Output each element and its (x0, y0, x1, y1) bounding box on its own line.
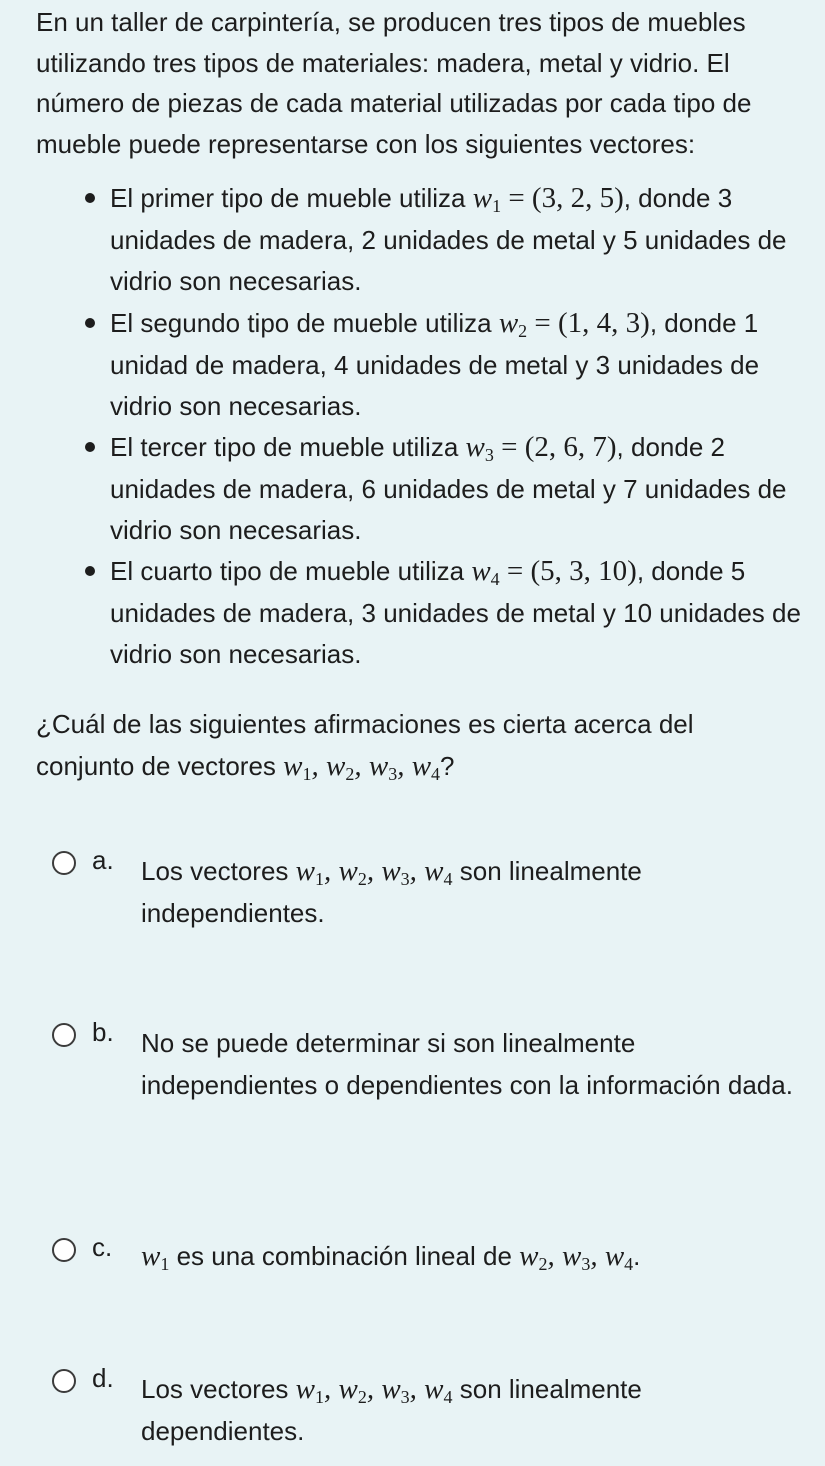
bullet-icon (85, 566, 95, 576)
option-a-text: Los vectores $w_1$, $w_2$, $w_3$, $w_4$ son linealmente independientes. (141, 855, 642, 928)
vector-item-w1 (110, 178, 822, 303)
radio-a[interactable] (52, 851, 76, 875)
option-letter: a. (92, 845, 114, 875)
option-b-text: No se puede determinar si son linealmente independientes o dependientes con la información dada. (141, 1028, 793, 1100)
bullet-text: El segundo tipo de mueble utiliza (110, 308, 499, 338)
bullet-description: , donde 1 unidad de madera, 4 unidades de metal y 3 unidades de vidrio son necesarias. (110, 308, 760, 421)
radio-d[interactable] (52, 1369, 76, 1393)
vector-set: $w_1$, $w_2$, $w_3$, $w_4$ (283, 749, 441, 784)
bullet-description: , donde 2 unidades de madera, 6 unidades de metal y 7 unidades de vidrio son necesarias. (110, 432, 787, 545)
vector-w1-equation: $w_1 = (3$, 2, 5) (472, 182, 624, 216)
vector-item-w2 (110, 303, 822, 428)
problem-statement: En un taller de carpintería, se producen tres tipos de muebles utilizando tres tipos de materiales: madera, metal y vidrio. El número de piezas de cada material utilizadas por cada tipo de mueble puede representarse con los siguientes vectores: (36, 7, 752, 159)
vector-w3-equation: $w_3 = (2$, 6, 7) (465, 431, 617, 465)
vector-w4-equation: $w_4 = (5$, 3, 10) (471, 555, 637, 589)
option-d-text: Los vectores $w_1$, $w_2$, $w_3$, $w_4$ son linealmente dependientes. (141, 1373, 642, 1446)
option-c-text: $w_1$ es una combinación lineal de $w_2$, $w_3$, $w_4$. (141, 1240, 641, 1274)
bullet-text: El cuarto tipo de mueble utiliza (110, 556, 472, 586)
question-text: ¿Cuál de las siguientes afirmaciones es cierta acerca del conjunto de vectores $w_1$, $w_2$, $w_3$, $w_4$? (36, 709, 694, 784)
bullet-description: , donde 5 unidades de madera, 3 unidades de metal y 10 unidades de vidrio son necesarias. (110, 556, 801, 669)
bullet-text: El tercer tipo de mueble utiliza (110, 432, 466, 462)
bullet-icon (85, 193, 95, 203)
vector-w2-equation: $w_2 = (1$, 4, 3) (498, 307, 650, 341)
bullet-icon (85, 442, 95, 452)
bullet-description: , donde 3 unidades de madera, 2 unidades de metal y 5 unidades de vidrio son necesarias. (110, 183, 787, 296)
bullet-icon (85, 318, 95, 328)
radio-b[interactable] (52, 1023, 76, 1047)
radio-c[interactable] (52, 1238, 76, 1262)
option-letter: d. (92, 1363, 114, 1393)
bullet-text: El primer tipo de mueble utiliza (110, 183, 473, 213)
option-letter: b. (92, 1017, 114, 1047)
vector-item-w4 (110, 551, 822, 676)
option-letter: c. (92, 1232, 113, 1262)
vector-item-w3 (110, 427, 822, 552)
